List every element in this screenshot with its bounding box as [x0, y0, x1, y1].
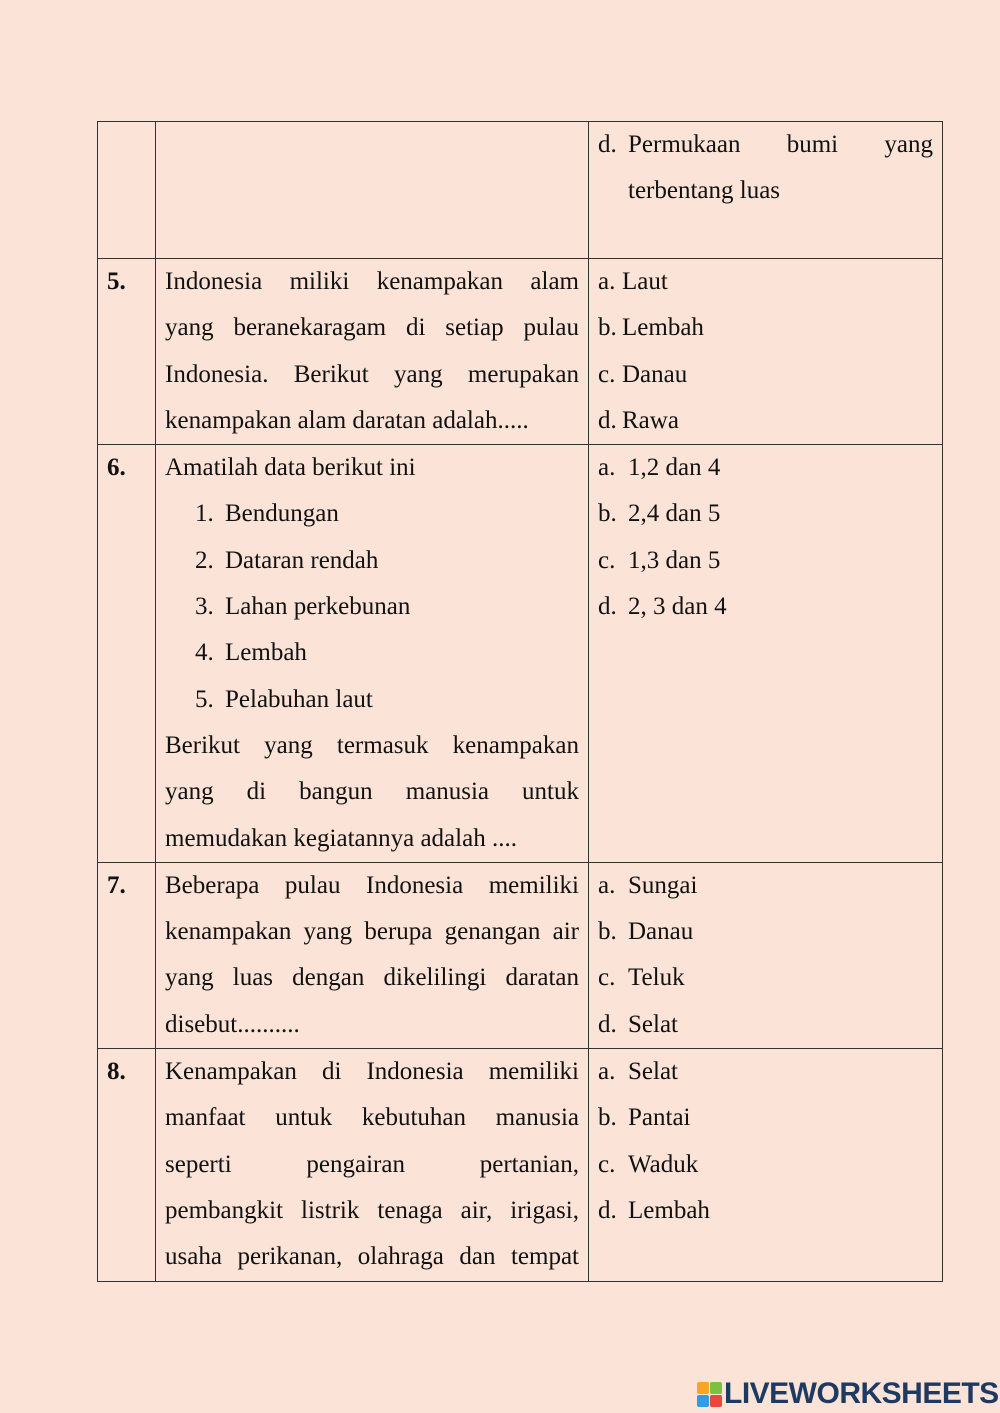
question-text [156, 1049, 589, 1282]
option-letter: d. [598, 406, 617, 434]
option-text: Danau [622, 360, 688, 388]
option-text: 2, 3 dan 4 [628, 593, 727, 621]
answer-option[interactable] [598, 122, 933, 215]
question-line: Amatilah data berikut ini [165, 454, 416, 482]
option-text: Danau [628, 918, 694, 946]
list-number: 1. [195, 500, 214, 528]
table-row [98, 259, 943, 445]
question-number: 7. [98, 862, 156, 1048]
option-text: 2,4 dan 5 [628, 500, 721, 528]
question-line: Berikut yang termasuk kenampakan [165, 731, 579, 759]
answer-option[interactable] [598, 305, 933, 351]
list-item [165, 491, 579, 537]
list-text: Dataran rendah [225, 546, 379, 574]
brand-mark-icon [697, 1382, 722, 1407]
brand-square-4 [710, 1395, 722, 1407]
option-letter: d. [598, 131, 617, 158]
question-line: memudakan kegiatannya adalah .... [165, 824, 517, 852]
option-letter: d. [598, 1010, 617, 1038]
table-row [98, 445, 943, 863]
question-text [156, 122, 589, 259]
option-letter: b. [598, 1104, 617, 1132]
option-letter: d. [598, 593, 617, 621]
option-text: 1,3 dan 5 [628, 546, 721, 574]
list-text: Lahan perkebunan [225, 593, 411, 621]
question-line: Indonesia. Berikut yang merupakan [165, 360, 579, 388]
option-letter: c. [598, 1150, 616, 1178]
brand-text: LIVEWORKSHEETS [724, 1377, 999, 1410]
option-text: Selat [628, 1010, 678, 1038]
question-text [156, 862, 589, 1048]
option-text: Rawa [622, 406, 679, 434]
answer-options [589, 862, 943, 1048]
option-text: Pantai [628, 1104, 691, 1132]
question-line: Kenampakan di Indonesia memiliki [165, 1058, 579, 1086]
answer-option[interactable] [598, 445, 933, 491]
table-row [98, 862, 943, 1048]
answer-option[interactable] [598, 398, 933, 444]
question-line: pembangkit listrik tenaga air, irigasi, [165, 1196, 579, 1224]
answer-option[interactable] [598, 863, 933, 909]
option-text: Sungai [628, 871, 698, 899]
brand-square-2 [710, 1382, 722, 1394]
list-number: 5. [195, 685, 214, 713]
option-letter: a. [598, 454, 616, 482]
question-line: disebut.......... [165, 1010, 300, 1038]
list-item [165, 677, 579, 723]
option-letter: b. [598, 314, 617, 342]
question-number: 5. [98, 259, 156, 445]
brand-square-3 [697, 1395, 709, 1407]
list-text: Lembah [225, 639, 307, 667]
question-line: kenampakan yang berupa genangan air [165, 918, 579, 946]
answer-option[interactable] [598, 955, 933, 1001]
option-letter: c. [598, 360, 616, 388]
answer-option[interactable] [598, 259, 933, 305]
question-text [156, 259, 589, 445]
question-line: manfaat untuk kebutuhan manusia [165, 1104, 579, 1132]
option-letter: b. [598, 500, 617, 528]
question-table [97, 121, 943, 1282]
answer-options [589, 445, 943, 863]
option-text: 1,2 dan 4 [628, 454, 721, 482]
table-row [98, 1049, 943, 1282]
answer-option[interactable] [598, 1095, 933, 1141]
answer-option[interactable] [598, 538, 933, 584]
option-text: Permukaan bumi yang [628, 131, 933, 158]
option-letter: d. [598, 1196, 617, 1224]
question-number: 8. [98, 1049, 156, 1282]
answer-option[interactable] [598, 909, 933, 955]
answer-option[interactable] [598, 1142, 933, 1188]
option-text: Lembah [628, 1196, 710, 1224]
list-text: Bendungan [225, 500, 339, 528]
option-text: Laut [622, 268, 668, 295]
answer-options [589, 1049, 943, 1282]
brand-square-1 [697, 1382, 709, 1394]
option-text: terbentang luas [628, 177, 781, 205]
question-line: usaha perikanan, olahraga dan tempat [165, 1243, 579, 1271]
answer-options [589, 259, 943, 445]
question-line: kenampakan alam daratan adalah..... [165, 406, 529, 434]
answer-options [589, 122, 943, 259]
question-line: Beberapa pulau Indonesia memiliki [165, 871, 579, 899]
list-number: 2. [195, 546, 214, 574]
option-text: Teluk [628, 964, 685, 992]
answer-option[interactable] [598, 1188, 933, 1234]
table-row [98, 122, 943, 259]
question-number [98, 122, 156, 259]
answer-option[interactable] [598, 1002, 933, 1048]
list-number: 4. [195, 639, 214, 667]
option-text: Waduk [628, 1150, 699, 1178]
option-letter: a. [598, 268, 616, 295]
list-item [165, 538, 579, 584]
question-line: Indonesia miliki kenampakan alam [165, 268, 579, 295]
option-letter: a. [598, 1058, 616, 1086]
list-item [165, 584, 579, 630]
list-text: Pelabuhan laut [225, 685, 373, 713]
question-text [156, 445, 589, 863]
answer-option[interactable] [598, 352, 933, 398]
question-line: yang beranekaragam di setiap pulau [165, 314, 579, 342]
question-line: yang luas dengan dikelilingi daratan [165, 964, 579, 992]
option-text: Selat [628, 1058, 678, 1086]
question-line: seperti pengairan pertanian, [165, 1150, 579, 1178]
liveworksheets-logo[interactable] [697, 1377, 999, 1411]
option-letter: b. [598, 918, 617, 946]
answer-option[interactable] [598, 584, 933, 630]
question-line: yang di bangun manusia untuk [165, 778, 579, 806]
list-item [165, 630, 579, 676]
answer-option[interactable] [598, 491, 933, 537]
answer-option[interactable] [598, 1049, 933, 1095]
list-number: 3. [195, 593, 214, 621]
option-letter: a. [598, 871, 616, 899]
option-text: Lembah [622, 314, 704, 342]
option-letter: c. [598, 546, 616, 574]
option-letter: c. [598, 964, 616, 992]
question-number: 6. [98, 445, 156, 863]
